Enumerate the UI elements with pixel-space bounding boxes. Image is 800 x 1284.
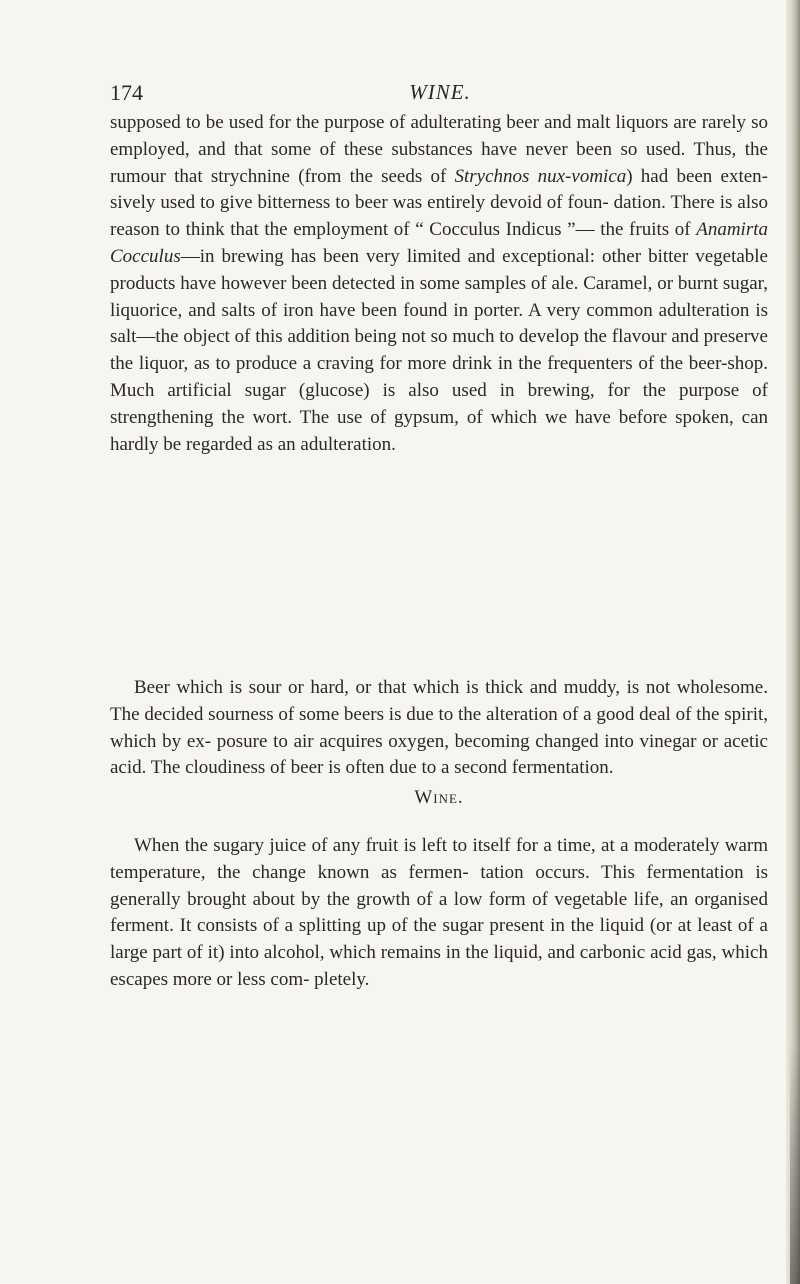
running-title: WINE. (409, 80, 471, 104)
section-heading-wine: Wine. (414, 787, 464, 808)
body-text-block-2 (110, 675, 768, 782)
paragraph-1-text-b: ) had been exten- sively used to give bitterness to beer was entirely devoid of foun- dation. There is also reason to think that the employment of “ Cocculus Indicus ”— the fruits of (110, 165, 768, 241)
body-text-block-3 (110, 833, 768, 994)
body-text-block-1 (110, 110, 768, 458)
paragraph-fermentation: When the sugary juice of any fruit is left to itself for a time, at a moderately warm temperature, the change known as fermen- tation occurs. This fermentation is generally brought about by the growth of a low form of vegetable life, an organised ferment. It consists of a splitting up of the sugar present in the liquid (or at least of a large part of it) into alcohol, which remains in the liquid, and carbonic acid gas, which escapes more or less com- pletely. (110, 835, 768, 990)
species-name-strychnos: Strychnos nux-vomica (454, 165, 627, 187)
species-name-anamirta: Anamirta Cocculus (110, 219, 768, 267)
page-edge (786, 0, 800, 1284)
paragraph-adulteration (110, 110, 768, 458)
paragraph-1-text-a: supposed to be used for the purpose of adulterating beer and malt liquors are rarely so employed, and that some of these substances have never been so used. Thus, the rumour that strychnine (from the seeds of (110, 112, 768, 187)
page-number: 174 (110, 80, 143, 105)
page-edge-shadow (790, 1044, 800, 1284)
paragraph-sour-beer: Beer which is sour or hard, or that which is thick and muddy, is not wholesome. The decided sourness of some beers is due to the alteration of a good deal of the spirit, which by ex- posure to air acquires oxygen, becoming changed into vinegar or acetic acid. The cloudiness of beer is often due to a second fermentation. (110, 677, 768, 779)
paragraph-1-text-c: —in brewing has been very limited and exceptional: other bitter vegetable products have however been detected in some samples of ale. Caramel, or burnt sugar, liquorice, and salts of iron have been found in porter. A very common adulteration is salt—the object of this addition being not so much to develop the flavour and preserve the liquor, as to produce a craving for more drink in the frequenters of the beer-shop. Much artificial sugar (glucose) is also used in brewing, for the purpose of strengthening the wort. The use of gypsum, of which we have before spoken, can hardly be regarded as an adulteration. (110, 245, 768, 455)
page-header (110, 80, 770, 110)
